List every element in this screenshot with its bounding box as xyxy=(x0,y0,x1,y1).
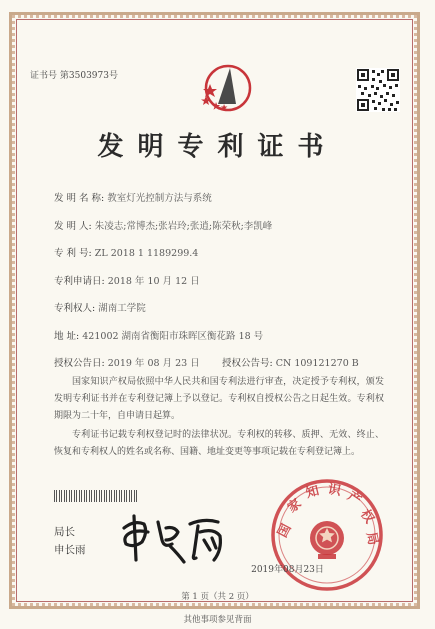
svg-text:识: 识 xyxy=(326,482,343,500)
grant-date-row: 授权公告日: 2019 年 08 月 23 日 xyxy=(54,358,200,369)
svg-text:知: 知 xyxy=(304,483,321,502)
page-number: 第 1 页（共 2 页） xyxy=(181,592,254,602)
legal-status-paragraph: 专利证书记载专利权登记时的法律状况。专利权的转移、质押、无效、终止、恢复和专利权人的姓名或名称、国籍、地址变更等事项记载在专利登记簿上。 xyxy=(54,430,384,457)
patent-number-row: 专 利 号: ZL 2018 1 1189299.4 xyxy=(54,248,199,259)
barcode xyxy=(54,490,139,502)
svg-text:产: 产 xyxy=(344,488,364,509)
official-seal xyxy=(268,476,386,594)
seal-date: 2019年08月23日 xyxy=(251,565,324,575)
back-note: 其他事项参见背面 xyxy=(183,615,252,625)
grant-paragraph: 国家知识产权局依照中华人民共和国专利法进行审查，决定授予专利权，颁发发明专利证书并在专利登记簿上予以登记。专利权自授权公告之日起生效。专利权期限为二十年，自申请日起算。 xyxy=(54,377,384,421)
svg-text:家: 家 xyxy=(284,496,305,516)
svg-text:国: 国 xyxy=(275,521,295,541)
director-name: 申长雨 xyxy=(54,544,86,556)
address-row: 地 址: 421002 湖南省衡阳市珠晖区衡花路 18 号 xyxy=(54,331,264,342)
page-title: 发明专利证书 xyxy=(97,132,338,162)
certificate-number: 证书号 第3503973号 xyxy=(30,71,118,81)
grant-number-row: 授权公告号: CN 109121270 B xyxy=(222,358,359,369)
cnipa-logo xyxy=(198,58,258,118)
svg-text:权: 权 xyxy=(357,507,377,527)
filing-date-row: 专利申请日: 2018 年 10 月 12 日 xyxy=(54,276,200,287)
director-signature xyxy=(118,510,230,566)
inventor-row: 发 明 人: 朱凌志;常博杰;张岩玲;张逍;陈荣秋;李凯峰 xyxy=(54,221,273,232)
invention-name-row: 发 明 名 称: 教室灯光控制方法与系统 xyxy=(54,193,212,204)
qr-code xyxy=(356,68,400,112)
patentee-row: 专利权人: 湖南工学院 xyxy=(54,303,146,314)
svg-text:局: 局 xyxy=(362,530,381,547)
director-title: 局长 xyxy=(54,526,75,538)
